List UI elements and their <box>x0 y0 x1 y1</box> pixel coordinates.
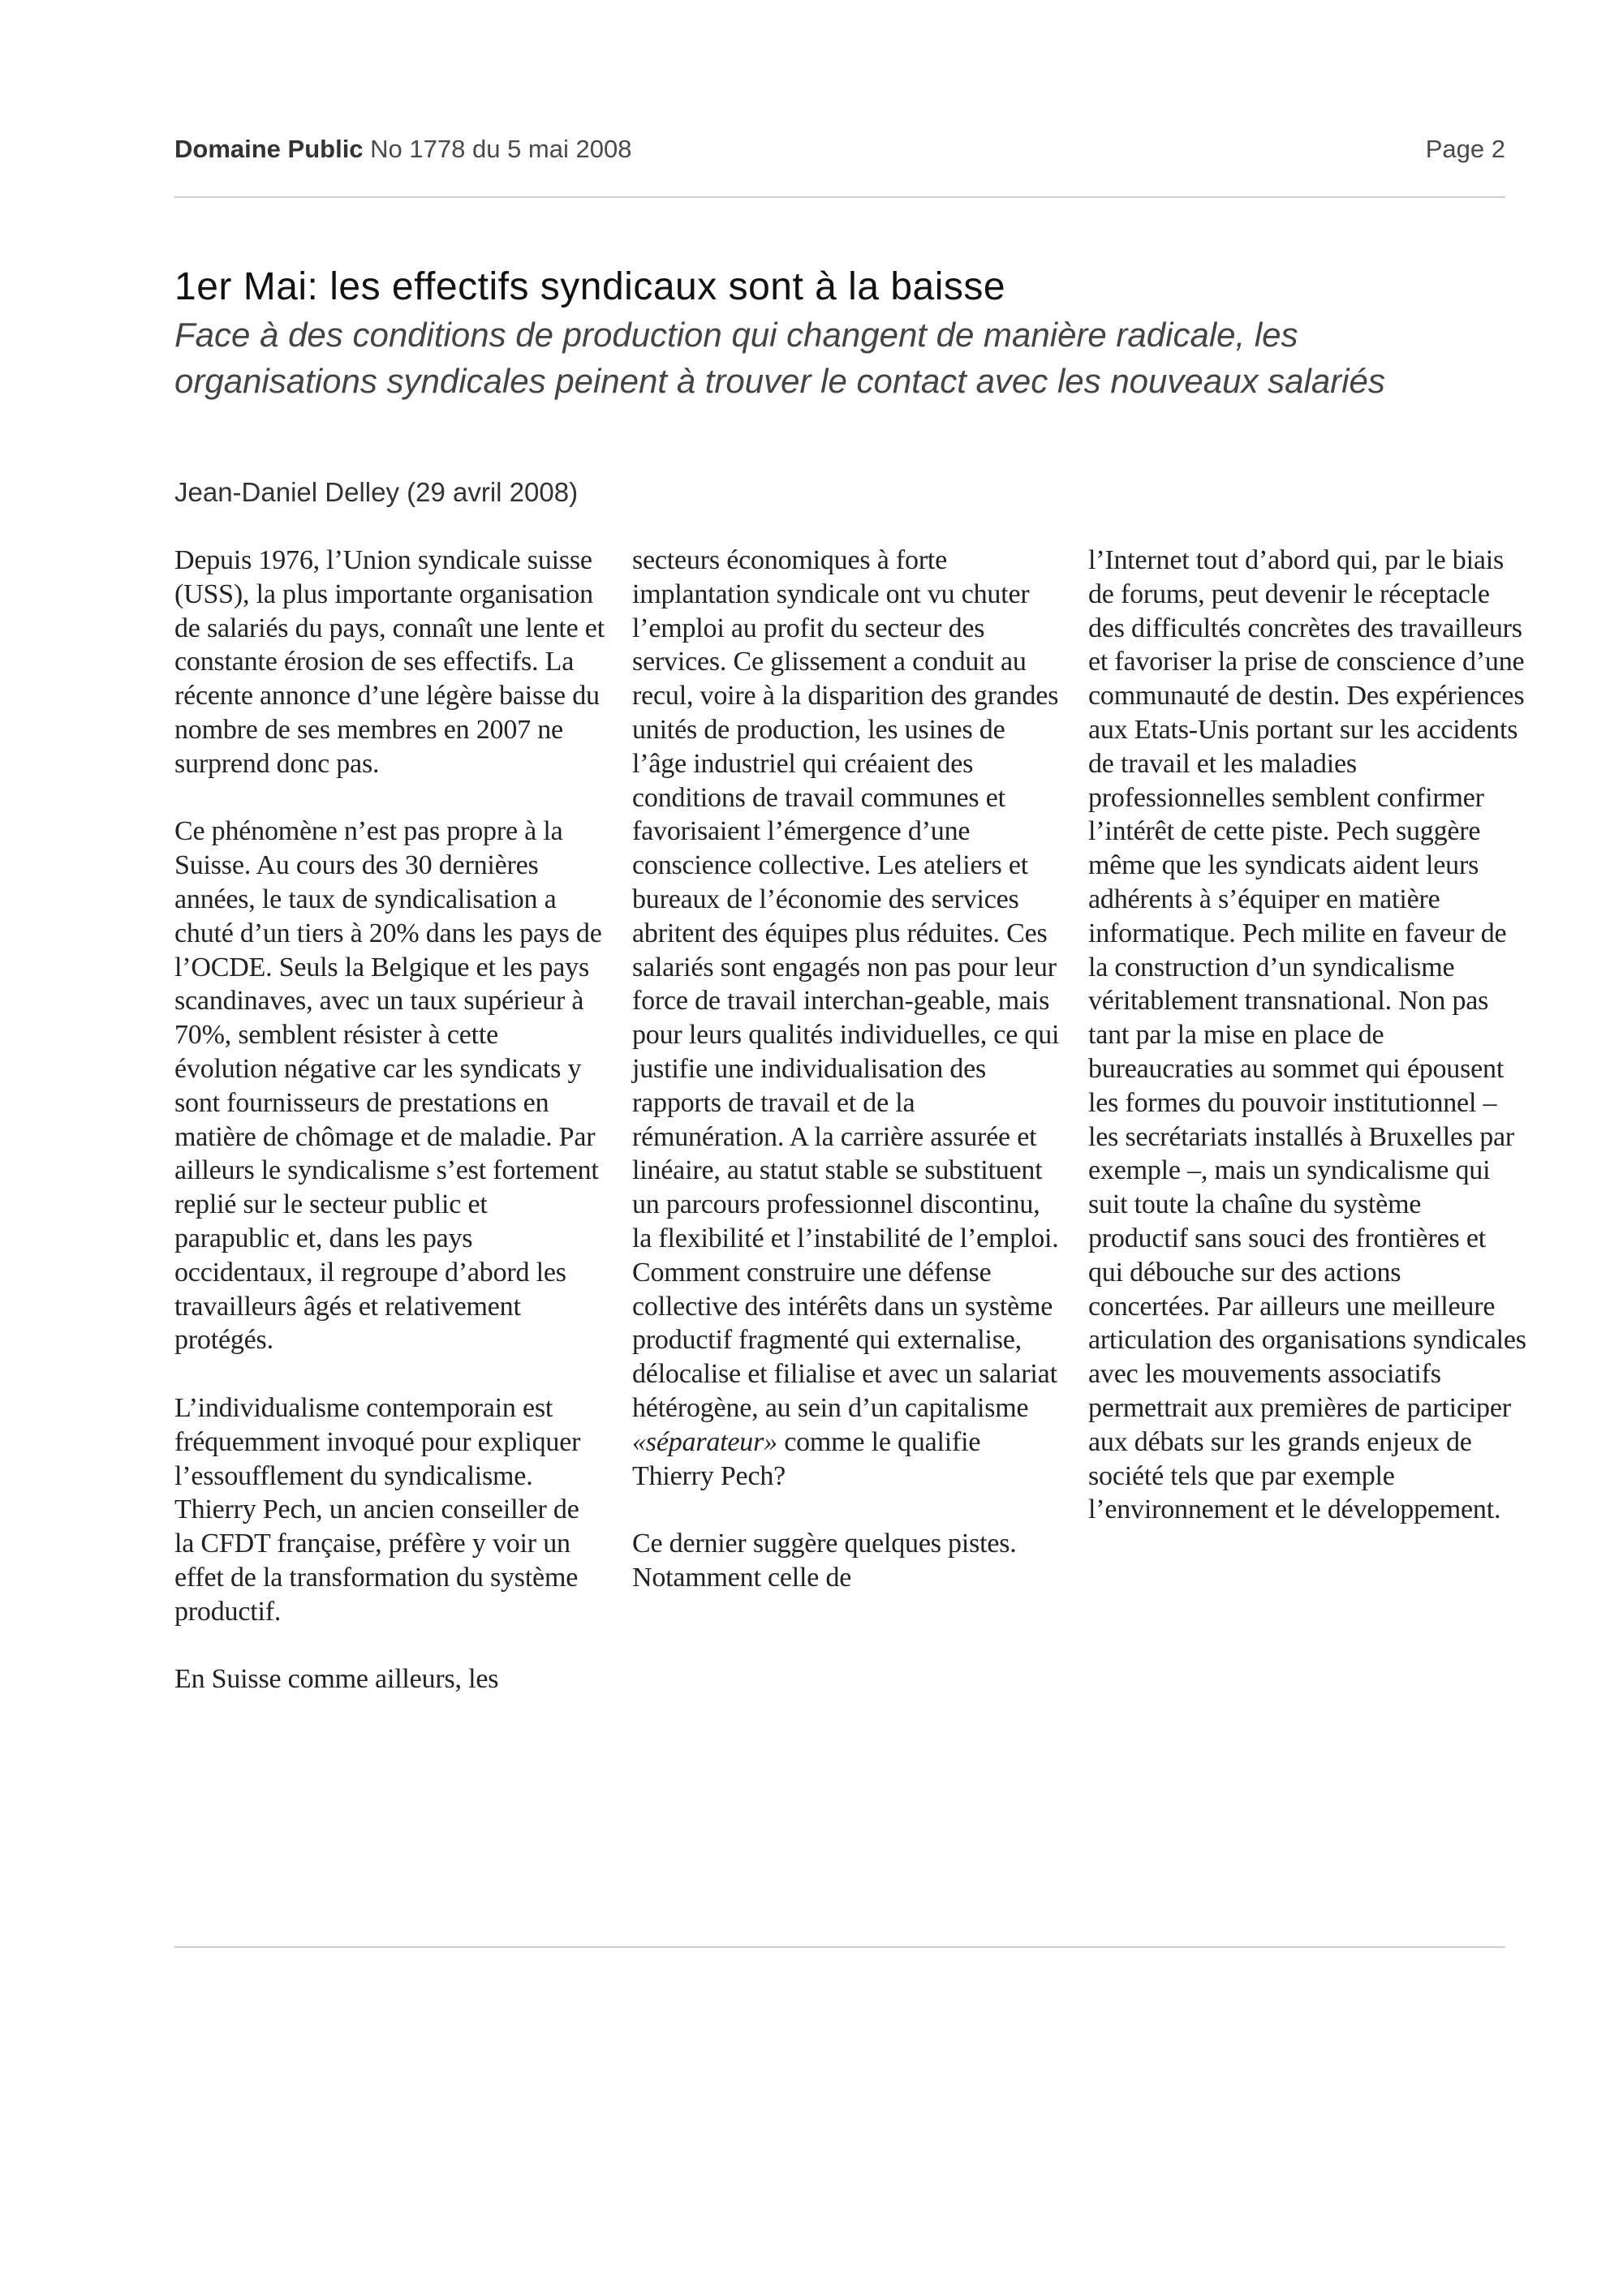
footer-divider <box>174 1946 1505 1948</box>
publication-name: Domaine Public <box>174 135 364 163</box>
paragraph: Ce phénomène n’est pas propre à la Suisse. Au cours des 30 dernières années, le taux de syndicalisation a chuté d’un tiers à 20% dans les pays de l’OCDE. Seuls la Belgique et les pays scandinaves, avec un taux supérieur à 70%, semblent résister à cette évolution négative car les syndicats y sont fournisseurs de prestations en matière de chômage et de maladie. Par ailleurs le syndicalisme s’est fortement replié sur le secteur public et parapublic et, dans les pays occidentaux, il regroupe d’abord les travailleurs âgés et relativement protégés. <box>174 816 602 1356</box>
paragraph: En Suisse comme ailleurs, les <box>174 1664 499 1695</box>
paragraph: Depuis 1976, l’Union syndicale suisse (USS), la plus importante organisation de salariés du pays, connaît une lente et constante érosion de ses effectifs. La récente annonce d’une légère baisse du nombre de ses membres en 2007 ne surprend donc pas. <box>174 545 605 779</box>
running-header <box>174 135 1505 167</box>
paragraph: l’Internet tout d’abord qui, par le biais de forums, peut devenir le réceptacle des difficultés concrètes des travailleurs et favoriser la prise de conscience d’une communauté de destin. Des expériences aux Etats-Unis portant sur les accidents de travail et les maladies professionnelles semblent confirmer l’intérêt de cette piste. Pech suggère même que les syndicats aident leurs adhérents à s’équiper en matière informatique. Pech milite en faveur de la construction d’un syndicalisme véritablement transnational. Non pas tant par la mise en place de bureaucraties au sommet qui épousent les formes du pouvoir institutionnel – les secrétariats installés à Bruxelles par exemple –, mais un syndicalisme qui suit toute la chaîne du système productif sans souci des frontières et qui débouche sur des actions concertées. Par ailleurs une meilleure articulation des organisations syndicales avec les mouvements associatifs permettrait aux premières de participer aux débats sur les grands enjeux de société tels que par exemple l’environnement et le développement. <box>1088 545 1526 1525</box>
issue-info: No 1778 du 5 mai 2008 <box>370 135 632 163</box>
article-title: 1er Mai: les effectifs syndicaux sont à la baisse <box>174 265 1006 308</box>
paragraph: L’individualisme contemporain est fréquemment invoqué pour expliquer l’essoufflement du syndicalisme. Thierry Pech, un ancien conseiller de la CFDT française, préfère y voir un effet de la transformation du système productif. <box>174 1392 581 1627</box>
paragraph-text: comme le qualifie Thierry Pech? <box>632 1426 981 1491</box>
paragraph <box>632 544 1062 1493</box>
paragraph-text: secteurs économiques à forte implantation syndicale ont vu chuter l’emploi au profit du secteur des services. Ce glissement a conduit au recul, voire à la disparition des grandes unités de production, les usines de l’âge industriel qui créaient des conditions de travail communes et favorisaient l’émergence d’une conscience collective. Les ateliers et bureaux de l’économie des services abritent des équipes plus réduites. Ces salariés sont engagés non pas pour leur force de travail interchan-geable, mais pour leurs qualités individuelles, ce qui justifie une individualisation des rapports de travail et de la rémunération. A la carrière assurée et linéaire, au statut stable se substituent un parcours professionnel discontinu, la flexibilité et l’instabilité de l’emploi. Comment construire une défense collective des intérêts dans un système productif fragmenté qui externalise, délocalise et filialise et avec un salariat hétérogène, au sein d’un capitalisme <box>632 545 1060 1423</box>
text-column-1 <box>174 544 605 1696</box>
header-divider <box>174 196 1505 198</box>
quoted-term: «séparateur» <box>632 1426 777 1457</box>
text-column-2 <box>632 544 1062 1595</box>
page-number: Page 2 <box>1425 135 1505 163</box>
paragraph: Ce dernier suggère quelques pistes. Notamment celle de <box>632 1529 1017 1593</box>
text-column-3 <box>1088 544 1526 1527</box>
article-subtitle: Face à des conditions de production qui changent de manière radicale, les organisations syndicales peinent à trouver le contact avec les nouveaux salariés <box>174 316 1385 400</box>
author-line: Jean-Daniel Delley (29 avril 2008) <box>174 477 579 507</box>
